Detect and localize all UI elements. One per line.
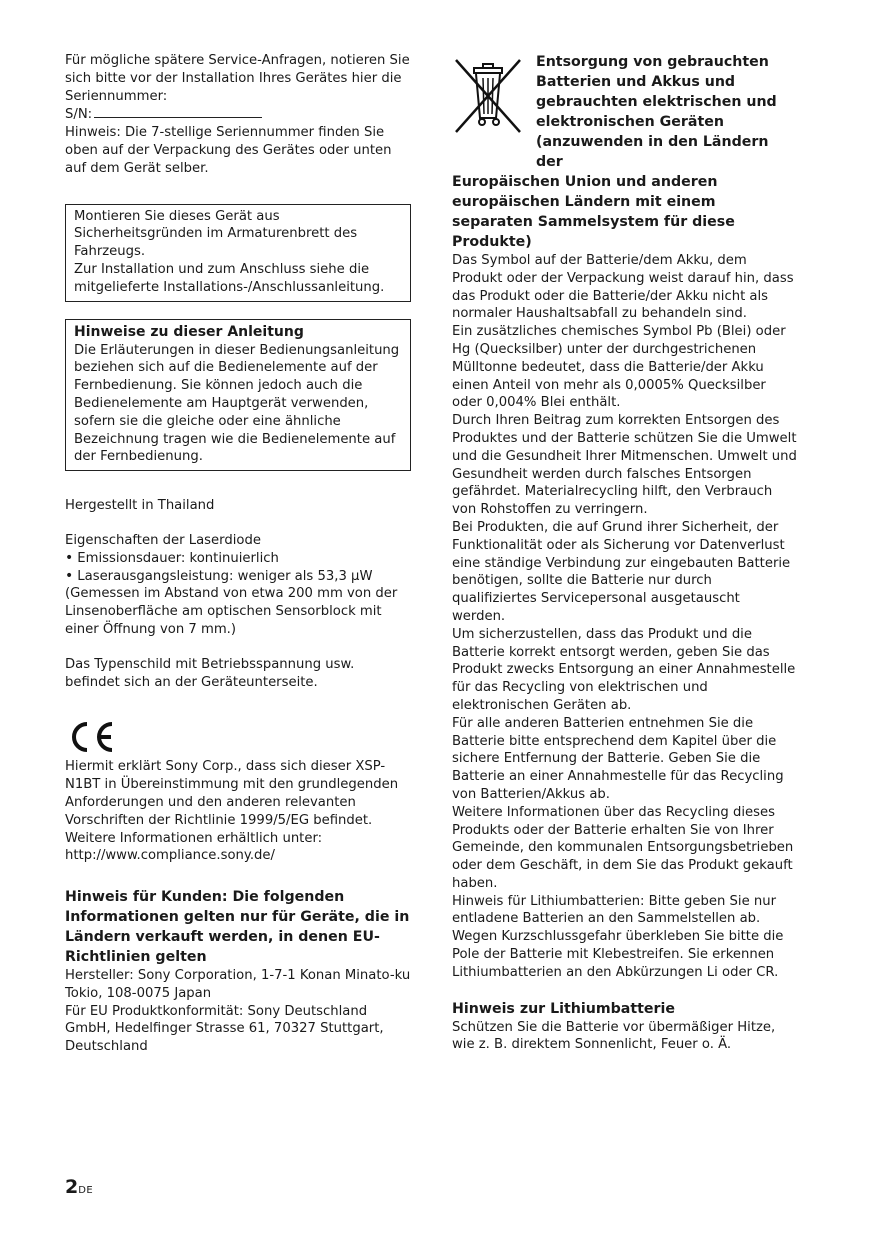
manufacturer-text: Hersteller: Sony Corporation, 1-7-1 Konan Minato-ku Tokio, 108-0075 Japan (65, 968, 411, 1001)
ce-declaration: Hiermit erklärt Sony Corp., dass sich dieser XSP-N1BT in Übereinstimmung mit den grundlegenden Anforderungen und den anderen relevanten Vorschriften der Richtlinie 1999/5/EG befindet. (65, 759, 399, 828)
service-note: Für mögliche spätere Service-Anfragen, notieren Sie sich bitte vor der Installation Ihres Gerätes hier die Seriennummer: (65, 53, 410, 104)
made-in-text: Hergestellt in Thailand (65, 498, 215, 514)
ce-mark-icon (65, 718, 411, 756)
laser-diode-section (65, 532, 411, 639)
manual-notes-text: Die Erläuterungen in dieser Bedienungsanleitung beziehen sich auf die Bedienelemente auf der Fernbedienung. Sie können jedoch auch die Bedienelemente am Hauptgerät verwenden, sofern sie die gleiche oder eine ähnliche Bezeichnung tragen wie die Bedienelemente auf der Fernbedienung. (74, 342, 400, 465)
serial-number-label: S/N: (65, 107, 93, 123)
weee-header (452, 52, 797, 172)
lithium-battery-text: Schützen Sie die Batterie vor übermäßiger Hitze, wie z. B. direktem Sonnenlicht, Feuer o. Ä. (452, 1019, 776, 1053)
weee-paragraph-chemical: Ein zusätzliches chemisches Symbol Pb (Blei) oder Hg (Quecksilber) unter der durchgestrichenen Mülltonne bedeutet, dass die Batterie/der Akku einen Anteil von mehr als 0,0005% Quecksilber oder 0,004% Blei enthält. (452, 324, 786, 411)
typeplate-text: Das Typenschild mit Betriebsspannung usw. befindet sich an der Geräteunterseite. (65, 656, 355, 690)
weee-paragraph-more-info: Weitere Informationen über das Recycling dieses Produkts oder der Batterie erhalten Sie von Ihrer Gemeinde, den kommunalen Entsorgungsbetrieben oder dem Geschäft, in dem Sie das Produkt gekauft haben. (452, 804, 794, 891)
page-number-value: 2 (65, 1176, 79, 1198)
left-column (65, 52, 411, 1056)
page-language-code: DE (78, 1185, 94, 1196)
laser-measurement-note: (Gemessen im Abstand von etwa 200 mm von der Linsenoberfläche am optischen Sensorblock mit einer Öffnung von 7 mm.) (65, 586, 398, 637)
ce-info-link: Weitere Informationen erhältlich unter: http://www.compliance.sony.de/ (65, 830, 323, 864)
right-column (452, 52, 797, 1054)
installation-safety-text: Montieren Sie dieses Gerät aus Sicherheitsgründen im Armaturenbrett des Fahrzeugs. (74, 208, 358, 260)
eu-conformity-text: Für EU Produktkonformität: Sony Deutschland GmbH, Hedelfinger Strasse 61, 70327 Stuttgart, Deutschland (65, 1003, 384, 1055)
serial-number-blank (94, 105, 262, 118)
customer-notice-title: Hinweis für Kunden: Die folgenden Informationen gelten nur für Geräte, die in Ländern verkauft werden, in denen EU-Richtlinien gelten (65, 889, 410, 966)
page-number (65, 1176, 93, 1198)
laser-bullet-power: • Laserausgangsleistung: weniger als 53,3 µW (65, 568, 411, 586)
lithium-battery-title: Hinweis zur Lithiumbatterie (452, 1000, 676, 1017)
installation-reference-text: Zur Installation und zum Anschluss siehe die mitgelieferte Installations-/Anschlussanleitung. (74, 261, 385, 295)
weee-title-part1: Entsorgung von gebrauchten Batterien und Akkus und gebrauchten elektrischen und elektronischen Geräten (anzuwenden in den Ländern der (536, 54, 777, 170)
weee-paragraph-builtin-battery: Bei Produkten, die auf Grund ihrer Sicherheit, der Funktionalität oder als Sicherung vor Datenverlust eine ständige Verbindung zur eingebauten Batterie benötigen, sollte die Batterie nur durch qualifiziertes Servicepersonal ausgetauscht werden. (452, 519, 791, 624)
laser-title: Eigenschaften der Laserdiode (65, 532, 261, 548)
manual-notes-box (65, 319, 411, 472)
manual-notes-title: Hinweise zu dieser Anleitung (74, 323, 304, 340)
weee-title-part2: Europäischen Union und anderen europäischen Ländern mit einem separaten Sammelsystem für diese Produkte) (452, 174, 735, 250)
weee-paragraph-disposal: Um sicherzustellen, dass das Produkt und die Batterie korrekt entsorgt werden, geben Sie das Produkt zwecks Entsorgung an einer Annahmestelle für das Recycling von elektrischen und elektronischen Geräten ab. (452, 626, 796, 713)
weee-paragraph-symbol: Das Symbol auf der Batterie/dem Akku, dem Produkt oder der Verpackung weist darauf hin, dass das Produkt oder die Batterie/der Akku nicht als normaler Haushaltsabfall zu behandeln sind. (452, 253, 794, 322)
crossed-out-bin-icon (452, 56, 524, 138)
serial-number-line (65, 105, 411, 124)
installation-box (65, 204, 411, 302)
weee-paragraph-lithium: Hinweis für Lithiumbatterien: Bitte geben Sie nur entladene Batterien an den Sammelstellen ab. Wegen Kurzschlussgefahr überkleben Sie bitte die Pole der Batterie mit Klebestreifen. Sie erkennen Lithiumbatterien an den Abkürzungen Li oder CR. (452, 893, 784, 980)
weee-paragraph-environment: Durch Ihren Beitrag zum korrekten Entsorgen des Produktes und der Batterie schützen Sie die Umwelt und die Gesundheit Ihrer Mitmenschen. Umwelt und Gesundheit werden durch falsches Entsorgen gefährdet. Materialrecycling hilft, den Verbrauch von Rohstoffen zu verringern. (452, 413, 797, 518)
serial-number-hint: Hinweis: Die 7-stellige Seriennummer finden Sie oben auf der Verpackung des Gerätes oder unten auf dem Gerät selber. (65, 125, 392, 176)
laser-bullet-emission: • Emissionsdauer: kontinuierlich (65, 550, 411, 568)
weee-paragraph-other-batteries: Für alle anderen Batterien entnehmen Sie die Batterie bitte entsprechend dem Kapitel über die sichere Entfernung der Batterie. Geben Sie die Batterie an einer Annahmestelle für das Recycling von Batterien/Akkus ab. (452, 715, 784, 802)
